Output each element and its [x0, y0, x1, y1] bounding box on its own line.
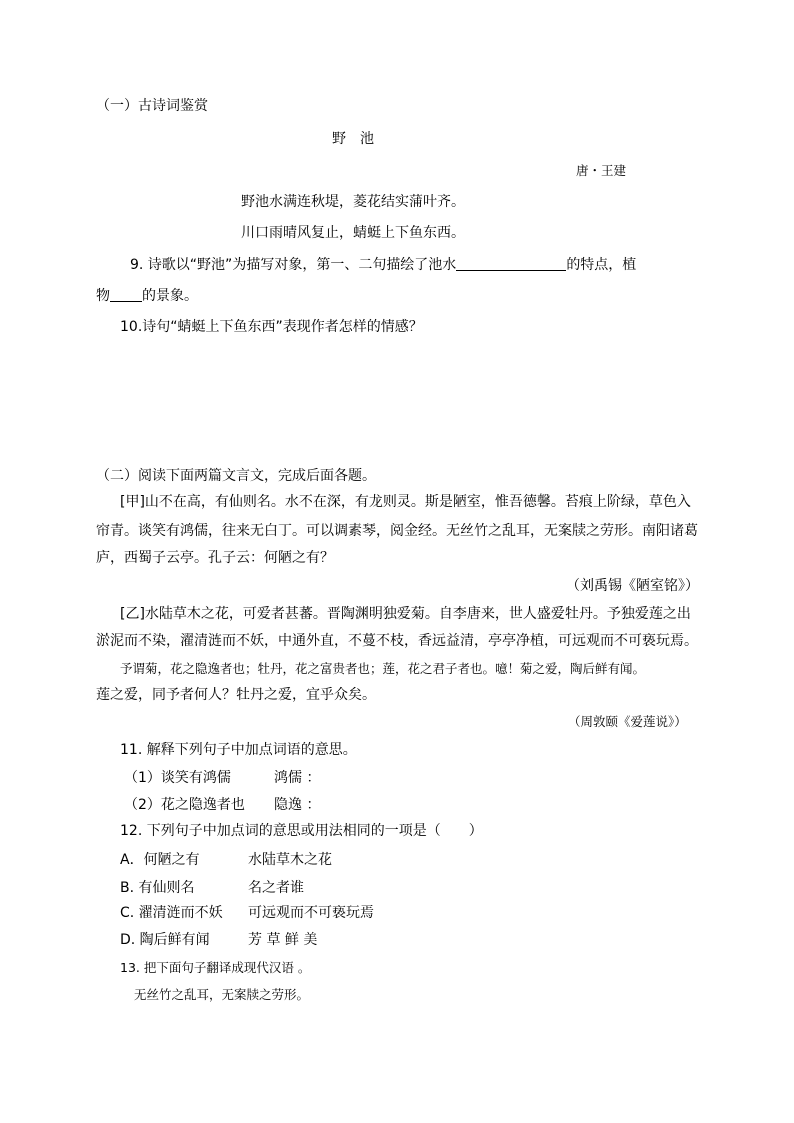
passage-b-line-2: 淤泥而不染，濯清涟而不妖，中通外直，不蔓不枝，香远益清，亭亭净植，可远观而不可亵玩焉。 — [96, 633, 698, 649]
q12-option-d-right: 芳 草 鲜 美 — [248, 932, 318, 948]
poem-verse-1: 野池水满连秋堤，菱花结实蒲叶齐。 — [241, 194, 465, 210]
q12-option-c-right: 可远观而不可亵玩焉 — [248, 905, 374, 921]
q12-option-b-left: B. 有仙则名 — [120, 880, 195, 896]
q12-option-b-right: 名之者谁 — [248, 880, 304, 896]
source-b: （周敦颐《爱莲说》） — [568, 714, 687, 729]
question-10: 10.诗句“蜻蜓上下鱼东西”表现作者怎样的情感？ — [120, 319, 423, 335]
poem-verse-2: 川口雨晴风复止，蜻蜓上下鱼东西。 — [241, 225, 465, 241]
question-12: 12. 下列句子中加点词的意思或用法相同的一项是（ ） — [120, 823, 483, 839]
q12-option-a-right: 水陆草木之花 — [248, 852, 332, 868]
source-a: （刘禹锡《陋室铭》） — [566, 578, 699, 594]
q9-answer-blank-1[interactable] — [456, 256, 566, 271]
q9-answer-blank-2[interactable] — [110, 287, 142, 302]
q11-item-2-text: （2）花之隐逸者也 — [124, 797, 245, 813]
passage-b-line-1: [乙]水陆草木之花，可爱者甚蕃。晋陶渊明独爱菊。自李唐来，世人盛爱牡丹。予独爱莲之出 — [120, 606, 691, 622]
section2-heading: （二）阅读下面两篇文言文，完成后面各题。 — [96, 468, 376, 484]
q9-text-b: 的特点，植 — [566, 257, 637, 273]
q13-sentence: 无丝竹之乱耳，无案牍之劳形。 — [134, 987, 310, 1002]
q9-text-d: 的景象。 — [142, 288, 198, 304]
section1-heading: （一）古诗词鉴赏 — [96, 98, 208, 114]
q11-item-1-text: （1）谈笑有鸿儒 — [124, 770, 231, 786]
q12-option-a-left: A．何陋之有 — [120, 852, 200, 868]
passage-b-line-3: 予谓菊，花之隐逸者也；牡丹，花之富贵者也；莲，花之君子者也。噫！菊之爱，陶后鲜有闻。 — [120, 661, 646, 676]
passage-a-line-3: 庐，西蜀子云亭。孔子云：何陋之有？ — [96, 550, 334, 566]
passage-b-line-4: 莲之爱，同予者何人？牡丹之爱，宜乎众矣。 — [96, 687, 376, 703]
poem-author: 唐・王建 — [576, 163, 627, 178]
q12-option-d-left: D. 陶后鲜有闻 — [120, 932, 210, 948]
q11-item-2-word: 隐逸 ： — [274, 797, 321, 813]
q9-text-a: 9. 诗歌以“野池”为描写对象，第一、二句描绘了池水 — [130, 257, 457, 273]
question-9-line2 — [96, 287, 198, 305]
q11-item-1-word: 鸿儒 ： — [274, 770, 321, 786]
question-11: 11. 解释下列句子中加点词语的意思。 — [120, 742, 357, 758]
question-9-line1 — [130, 256, 636, 274]
question-13: 13. 把下面句子翻译成现代汉语 。 — [120, 960, 311, 975]
q12-option-c-left: C. 濯清涟而不妖 — [120, 905, 223, 921]
q9-text-c: 物 — [96, 288, 110, 304]
passage-a-line-2: 帘青。谈笑有鸿儒，往来无白丁。可以调素琴，阅金经。无丝竹之乱耳，无案牍之劳形。南阳诸葛 — [96, 523, 698, 539]
poem-title: 野 池 — [332, 131, 374, 147]
passage-a-line-1: [甲]山不在高，有仙则名。水不在深，有龙则灵。斯是陋室，惟吾德馨。苔痕上阶绿，草色入 — [120, 494, 691, 510]
